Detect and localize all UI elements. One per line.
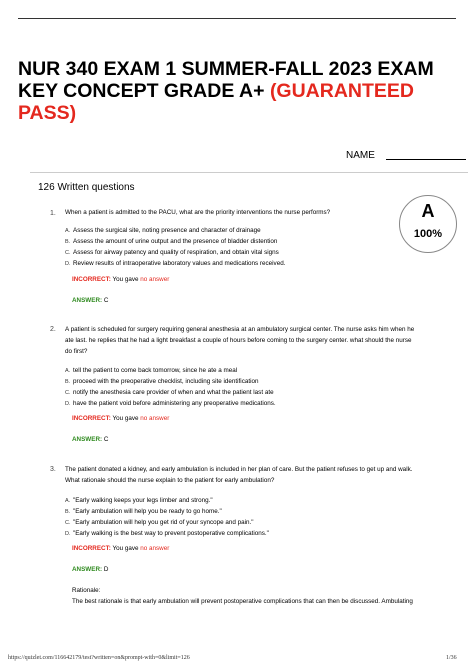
option-key: A. bbox=[65, 228, 71, 234]
question-text-line: ate last. he replies that he had a light breakfast a couple of hours before coming to the surgery center. what should the nurse bbox=[65, 337, 412, 344]
option-text: "Early walking is the best way to prevent postoperative complications." bbox=[73, 530, 269, 537]
footer-url: https://quizlet.com/116642179/test?written=on&prompt-with=0&limit=126 bbox=[8, 655, 190, 661]
grade-letter: A bbox=[421, 201, 435, 221]
option-key: B. bbox=[65, 509, 71, 515]
top-rule bbox=[18, 18, 456, 19]
option-text: tell the patient to come back tomorrow, since he ate a meal bbox=[73, 367, 238, 374]
incorrect-label: INCORRECT: bbox=[72, 276, 111, 283]
option-text: Assess for airway patency and quality of respiration, and obtain vital signs bbox=[73, 249, 279, 256]
question-text-line: A patient is scheduled for surgery requiring general anesthesia at an ambulatory surgical center. The nurse asks him when he bbox=[65, 326, 415, 333]
question-text-line: do first? bbox=[65, 348, 88, 355]
option-text: Assess the surgical site, noting presence and character of drainage bbox=[73, 227, 261, 234]
answer-line bbox=[72, 436, 108, 443]
name-field-line bbox=[386, 159, 466, 160]
option bbox=[65, 378, 259, 386]
no-answer: no answer bbox=[140, 276, 170, 283]
rationale-label: Rationale: bbox=[72, 587, 101, 594]
question-number: 3. bbox=[50, 466, 56, 473]
question-text-line: The patient donated a kidney, and early ambulation is included in her plan of care. But the patient refuses to get up and walk. bbox=[65, 466, 413, 473]
no-answer: no answer bbox=[140, 545, 170, 552]
option-key: C. bbox=[65, 250, 71, 256]
answer-value: C bbox=[103, 297, 109, 304]
option bbox=[65, 389, 274, 397]
question-text-line: What rationale should the nurse explain to the patient for early ambulation? bbox=[65, 477, 275, 484]
answer-value: C bbox=[103, 436, 109, 443]
rationale-text: The best rationale is that early ambulation will prevent postoperative complications that can then be discussed. Ambulating bbox=[72, 598, 413, 605]
option-key: C. bbox=[65, 520, 71, 526]
section-divider bbox=[30, 172, 468, 173]
question-text bbox=[65, 324, 447, 357]
option bbox=[65, 519, 254, 527]
answer-line bbox=[72, 566, 108, 573]
question-number: 1. bbox=[50, 210, 56, 217]
option bbox=[65, 497, 213, 505]
option-key: A. bbox=[65, 498, 71, 504]
option-key: D. bbox=[65, 401, 71, 407]
option bbox=[65, 367, 237, 375]
option-text: "Early ambulation will help you get rid of your syncope and pain." bbox=[73, 519, 254, 526]
title-line-2 bbox=[18, 80, 458, 102]
answer-value: D bbox=[103, 566, 109, 573]
feedback-incorrect bbox=[72, 415, 169, 422]
page-number: 1/36 bbox=[446, 655, 457, 661]
section-title: 126 Written questions bbox=[38, 182, 135, 193]
title-line-2-text: KEY CONCEPT GRADE A+ bbox=[18, 80, 265, 102]
name-label: NAME bbox=[346, 150, 375, 161]
option-text: "Early walking keeps your legs limber and strong." bbox=[73, 497, 213, 504]
you-gave: You gave bbox=[112, 276, 139, 283]
answer-label: ANSWER: bbox=[72, 436, 103, 443]
option bbox=[65, 508, 222, 516]
feedback-incorrect bbox=[72, 276, 169, 283]
option bbox=[65, 400, 276, 408]
option-key: A. bbox=[65, 368, 71, 374]
option bbox=[65, 530, 269, 538]
option-text: Review results of intraoperative laboratory values and medications received. bbox=[73, 260, 286, 267]
option bbox=[65, 249, 279, 257]
title-line-1: NUR 340 EXAM 1 SUMMER-FALL 2023 EXAM bbox=[18, 58, 434, 80]
question-text bbox=[65, 464, 447, 486]
question-number: 2. bbox=[50, 326, 56, 333]
option-key: D. bbox=[65, 261, 71, 267]
option bbox=[65, 227, 261, 235]
option bbox=[65, 260, 285, 268]
you-gave: You gave bbox=[112, 545, 139, 552]
grade-percent: 100% bbox=[413, 228, 443, 240]
grade-badge bbox=[399, 195, 457, 253]
option-text: "Early ambulation will help you be ready to go home." bbox=[73, 508, 222, 515]
option bbox=[65, 238, 277, 246]
title-guaranteed: (GUARANTEED bbox=[269, 80, 415, 102]
option-text: proceed with the preoperative checklist, including site identification bbox=[73, 378, 259, 385]
no-answer: no answer bbox=[140, 415, 170, 422]
answer-label: ANSWER: bbox=[72, 566, 103, 573]
option-text: notify the anesthesia care provider of when and what the patient last ate bbox=[73, 389, 274, 396]
question-text: When a patient is admitted to the PACU, what are the priority interventions the nurse performs? bbox=[65, 209, 331, 216]
answer-label: ANSWER: bbox=[72, 297, 103, 304]
option-key: C. bbox=[65, 390, 71, 396]
option-key: D. bbox=[65, 531, 71, 537]
answer-line bbox=[72, 297, 108, 304]
you-gave: You gave bbox=[112, 415, 139, 422]
option-key: B. bbox=[65, 239, 71, 245]
incorrect-label: INCORRECT: bbox=[72, 415, 111, 422]
option-text: have the patient void before administering any preoperative medications. bbox=[73, 400, 276, 407]
option-text: Assess the amount of urine output and the presence of bladder distention bbox=[73, 238, 278, 245]
incorrect-label: INCORRECT: bbox=[72, 545, 111, 552]
option-key: B. bbox=[65, 379, 71, 385]
document-title bbox=[18, 58, 458, 124]
title-pass: PASS) bbox=[18, 102, 77, 124]
feedback-incorrect bbox=[72, 545, 169, 552]
